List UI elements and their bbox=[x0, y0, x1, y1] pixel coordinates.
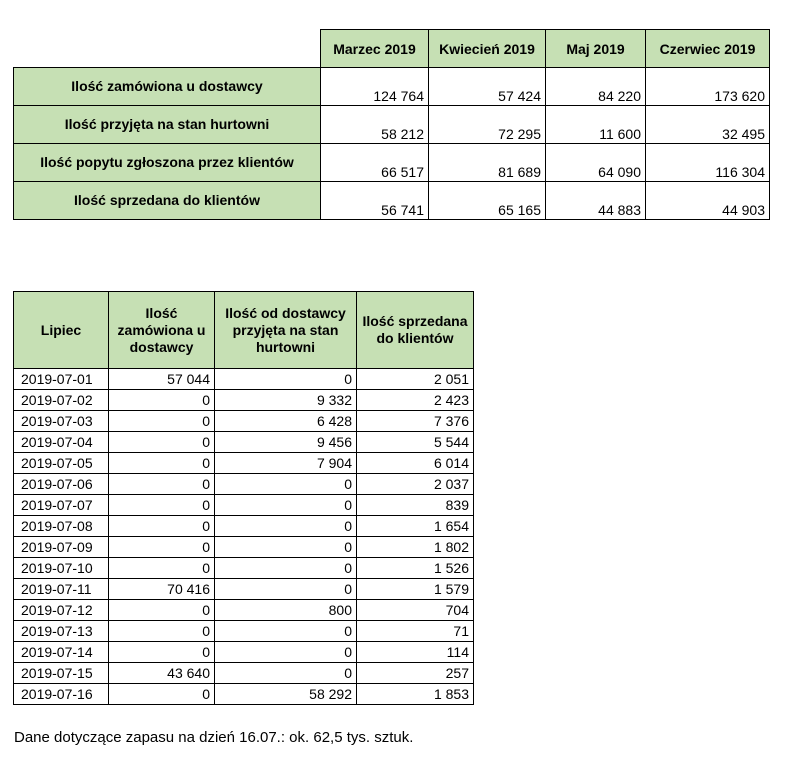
table-row bbox=[14, 621, 474, 642]
ordered-cell: 0 bbox=[109, 537, 215, 558]
received-cell: 0 bbox=[215, 558, 357, 579]
received-cell: 0 bbox=[215, 621, 357, 642]
month-header: Czerwiec 2019 bbox=[645, 29, 770, 68]
received-cell: 0 bbox=[215, 642, 357, 663]
ordered-cell: 0 bbox=[109, 642, 215, 663]
received-cell: 0 bbox=[215, 516, 357, 537]
ordered-cell: 0 bbox=[109, 474, 215, 495]
ordered-cell: 0 bbox=[109, 621, 215, 642]
received-cell: 800 bbox=[215, 600, 357, 621]
date-cell: 2019-07-01 bbox=[14, 369, 109, 390]
value-cell: 173 620 bbox=[645, 67, 770, 106]
table-row bbox=[14, 411, 474, 432]
date-cell: 2019-07-04 bbox=[14, 432, 109, 453]
sold-cell: 839 bbox=[357, 495, 474, 516]
date-cell: 2019-07-15 bbox=[14, 663, 109, 684]
column-header: Lipiec bbox=[14, 292, 109, 369]
ordered-cell: 0 bbox=[109, 495, 215, 516]
value-cell: 64 090 bbox=[545, 143, 646, 182]
ordered-cell: 0 bbox=[109, 411, 215, 432]
ordered-cell: 0 bbox=[109, 684, 215, 705]
value-cell: 84 220 bbox=[545, 67, 646, 106]
row-label: Ilość sprzedana do klientów bbox=[13, 181, 321, 220]
value-cell: 65 165 bbox=[428, 181, 546, 220]
value-cell: 44 883 bbox=[545, 181, 646, 220]
table-row bbox=[14, 642, 474, 663]
column-header: Ilość od dostawcy przyjęta na stan hurtowni bbox=[215, 292, 357, 369]
sold-cell: 114 bbox=[357, 642, 474, 663]
table-row bbox=[14, 558, 474, 579]
table-row bbox=[14, 663, 474, 684]
ordered-cell: 43 640 bbox=[109, 663, 215, 684]
date-cell: 2019-07-14 bbox=[14, 642, 109, 663]
date-cell: 2019-07-16 bbox=[14, 684, 109, 705]
table-row bbox=[14, 495, 474, 516]
sold-cell: 257 bbox=[357, 663, 474, 684]
date-cell: 2019-07-09 bbox=[14, 537, 109, 558]
table-row bbox=[14, 474, 474, 495]
ordered-cell: 0 bbox=[109, 432, 215, 453]
table-row bbox=[14, 600, 474, 621]
table-row bbox=[14, 432, 474, 453]
sold-cell: 6 014 bbox=[357, 453, 474, 474]
table-corner bbox=[13, 29, 321, 68]
table-row bbox=[14, 390, 474, 411]
table-row bbox=[14, 579, 474, 600]
received-cell: 7 904 bbox=[215, 453, 357, 474]
value-cell: 57 424 bbox=[428, 67, 546, 106]
ordered-cell: 0 bbox=[109, 558, 215, 579]
date-cell: 2019-07-13 bbox=[14, 621, 109, 642]
table-row bbox=[14, 537, 474, 558]
table-row bbox=[14, 684, 474, 705]
date-cell: 2019-07-12 bbox=[14, 600, 109, 621]
value-cell: 124 764 bbox=[320, 67, 429, 106]
ordered-cell: 57 044 bbox=[109, 369, 215, 390]
ordered-cell: 0 bbox=[109, 453, 215, 474]
sold-cell: 1 526 bbox=[357, 558, 474, 579]
value-cell: 66 517 bbox=[320, 143, 429, 182]
sold-cell: 71 bbox=[357, 621, 474, 642]
row-label: Ilość popytu zgłoszona przez klientów bbox=[13, 143, 321, 182]
ordered-cell: 0 bbox=[109, 390, 215, 411]
value-cell: 44 903 bbox=[645, 181, 770, 220]
sold-cell: 1 579 bbox=[357, 579, 474, 600]
row-label: Ilość przyjęta na stan hurtowni bbox=[13, 105, 321, 144]
date-cell: 2019-07-05 bbox=[14, 453, 109, 474]
received-cell: 6 428 bbox=[215, 411, 357, 432]
date-cell: 2019-07-02 bbox=[14, 390, 109, 411]
date-cell: 2019-07-10 bbox=[14, 558, 109, 579]
date-cell: 2019-07-03 bbox=[14, 411, 109, 432]
month-header: Maj 2019 bbox=[545, 29, 646, 68]
sold-cell: 2 423 bbox=[357, 390, 474, 411]
date-cell: 2019-07-11 bbox=[14, 579, 109, 600]
table-row bbox=[14, 453, 474, 474]
received-cell: 0 bbox=[215, 474, 357, 495]
table-header-row bbox=[14, 292, 474, 369]
row-label: Ilość zamówiona u dostawcy bbox=[13, 67, 321, 106]
sold-cell: 7 376 bbox=[357, 411, 474, 432]
received-cell: 0 bbox=[215, 369, 357, 390]
column-header: Ilość sprzedana do klientów bbox=[357, 292, 474, 369]
value-cell: 11 600 bbox=[545, 105, 646, 144]
value-cell: 116 304 bbox=[645, 143, 770, 182]
sold-cell: 5 544 bbox=[357, 432, 474, 453]
sold-cell: 2 037 bbox=[357, 474, 474, 495]
received-cell: 58 292 bbox=[215, 684, 357, 705]
date-cell: 2019-07-08 bbox=[14, 516, 109, 537]
sold-cell: 2 051 bbox=[357, 369, 474, 390]
sold-cell: 704 bbox=[357, 600, 474, 621]
sold-cell: 1 802 bbox=[357, 537, 474, 558]
column-header: Ilość zamówiona u dostawcy bbox=[109, 292, 215, 369]
month-header: Marzec 2019 bbox=[320, 29, 429, 68]
table-row bbox=[14, 369, 474, 390]
table-row bbox=[14, 516, 474, 537]
value-cell: 32 495 bbox=[645, 105, 770, 144]
ordered-cell: 0 bbox=[109, 516, 215, 537]
value-cell: 72 295 bbox=[428, 105, 546, 144]
date-cell: 2019-07-06 bbox=[14, 474, 109, 495]
received-cell: 0 bbox=[215, 495, 357, 516]
received-cell: 0 bbox=[215, 537, 357, 558]
value-cell: 58 212 bbox=[320, 105, 429, 144]
value-cell: 56 741 bbox=[320, 181, 429, 220]
received-cell: 0 bbox=[215, 663, 357, 684]
received-cell: 0 bbox=[215, 579, 357, 600]
sold-cell: 1 654 bbox=[357, 516, 474, 537]
sold-cell: 1 853 bbox=[357, 684, 474, 705]
received-cell: 9 456 bbox=[215, 432, 357, 453]
daily-july-table bbox=[13, 291, 474, 705]
date-cell: 2019-07-07 bbox=[14, 495, 109, 516]
ordered-cell: 70 416 bbox=[109, 579, 215, 600]
stock-note: Dane dotyczące zapasu na dzień 16.07.: ok. 62,5 tys. sztuk. bbox=[14, 729, 414, 746]
received-cell: 9 332 bbox=[215, 390, 357, 411]
month-header: Kwiecień 2019 bbox=[428, 29, 546, 68]
value-cell: 81 689 bbox=[428, 143, 546, 182]
ordered-cell: 0 bbox=[109, 600, 215, 621]
